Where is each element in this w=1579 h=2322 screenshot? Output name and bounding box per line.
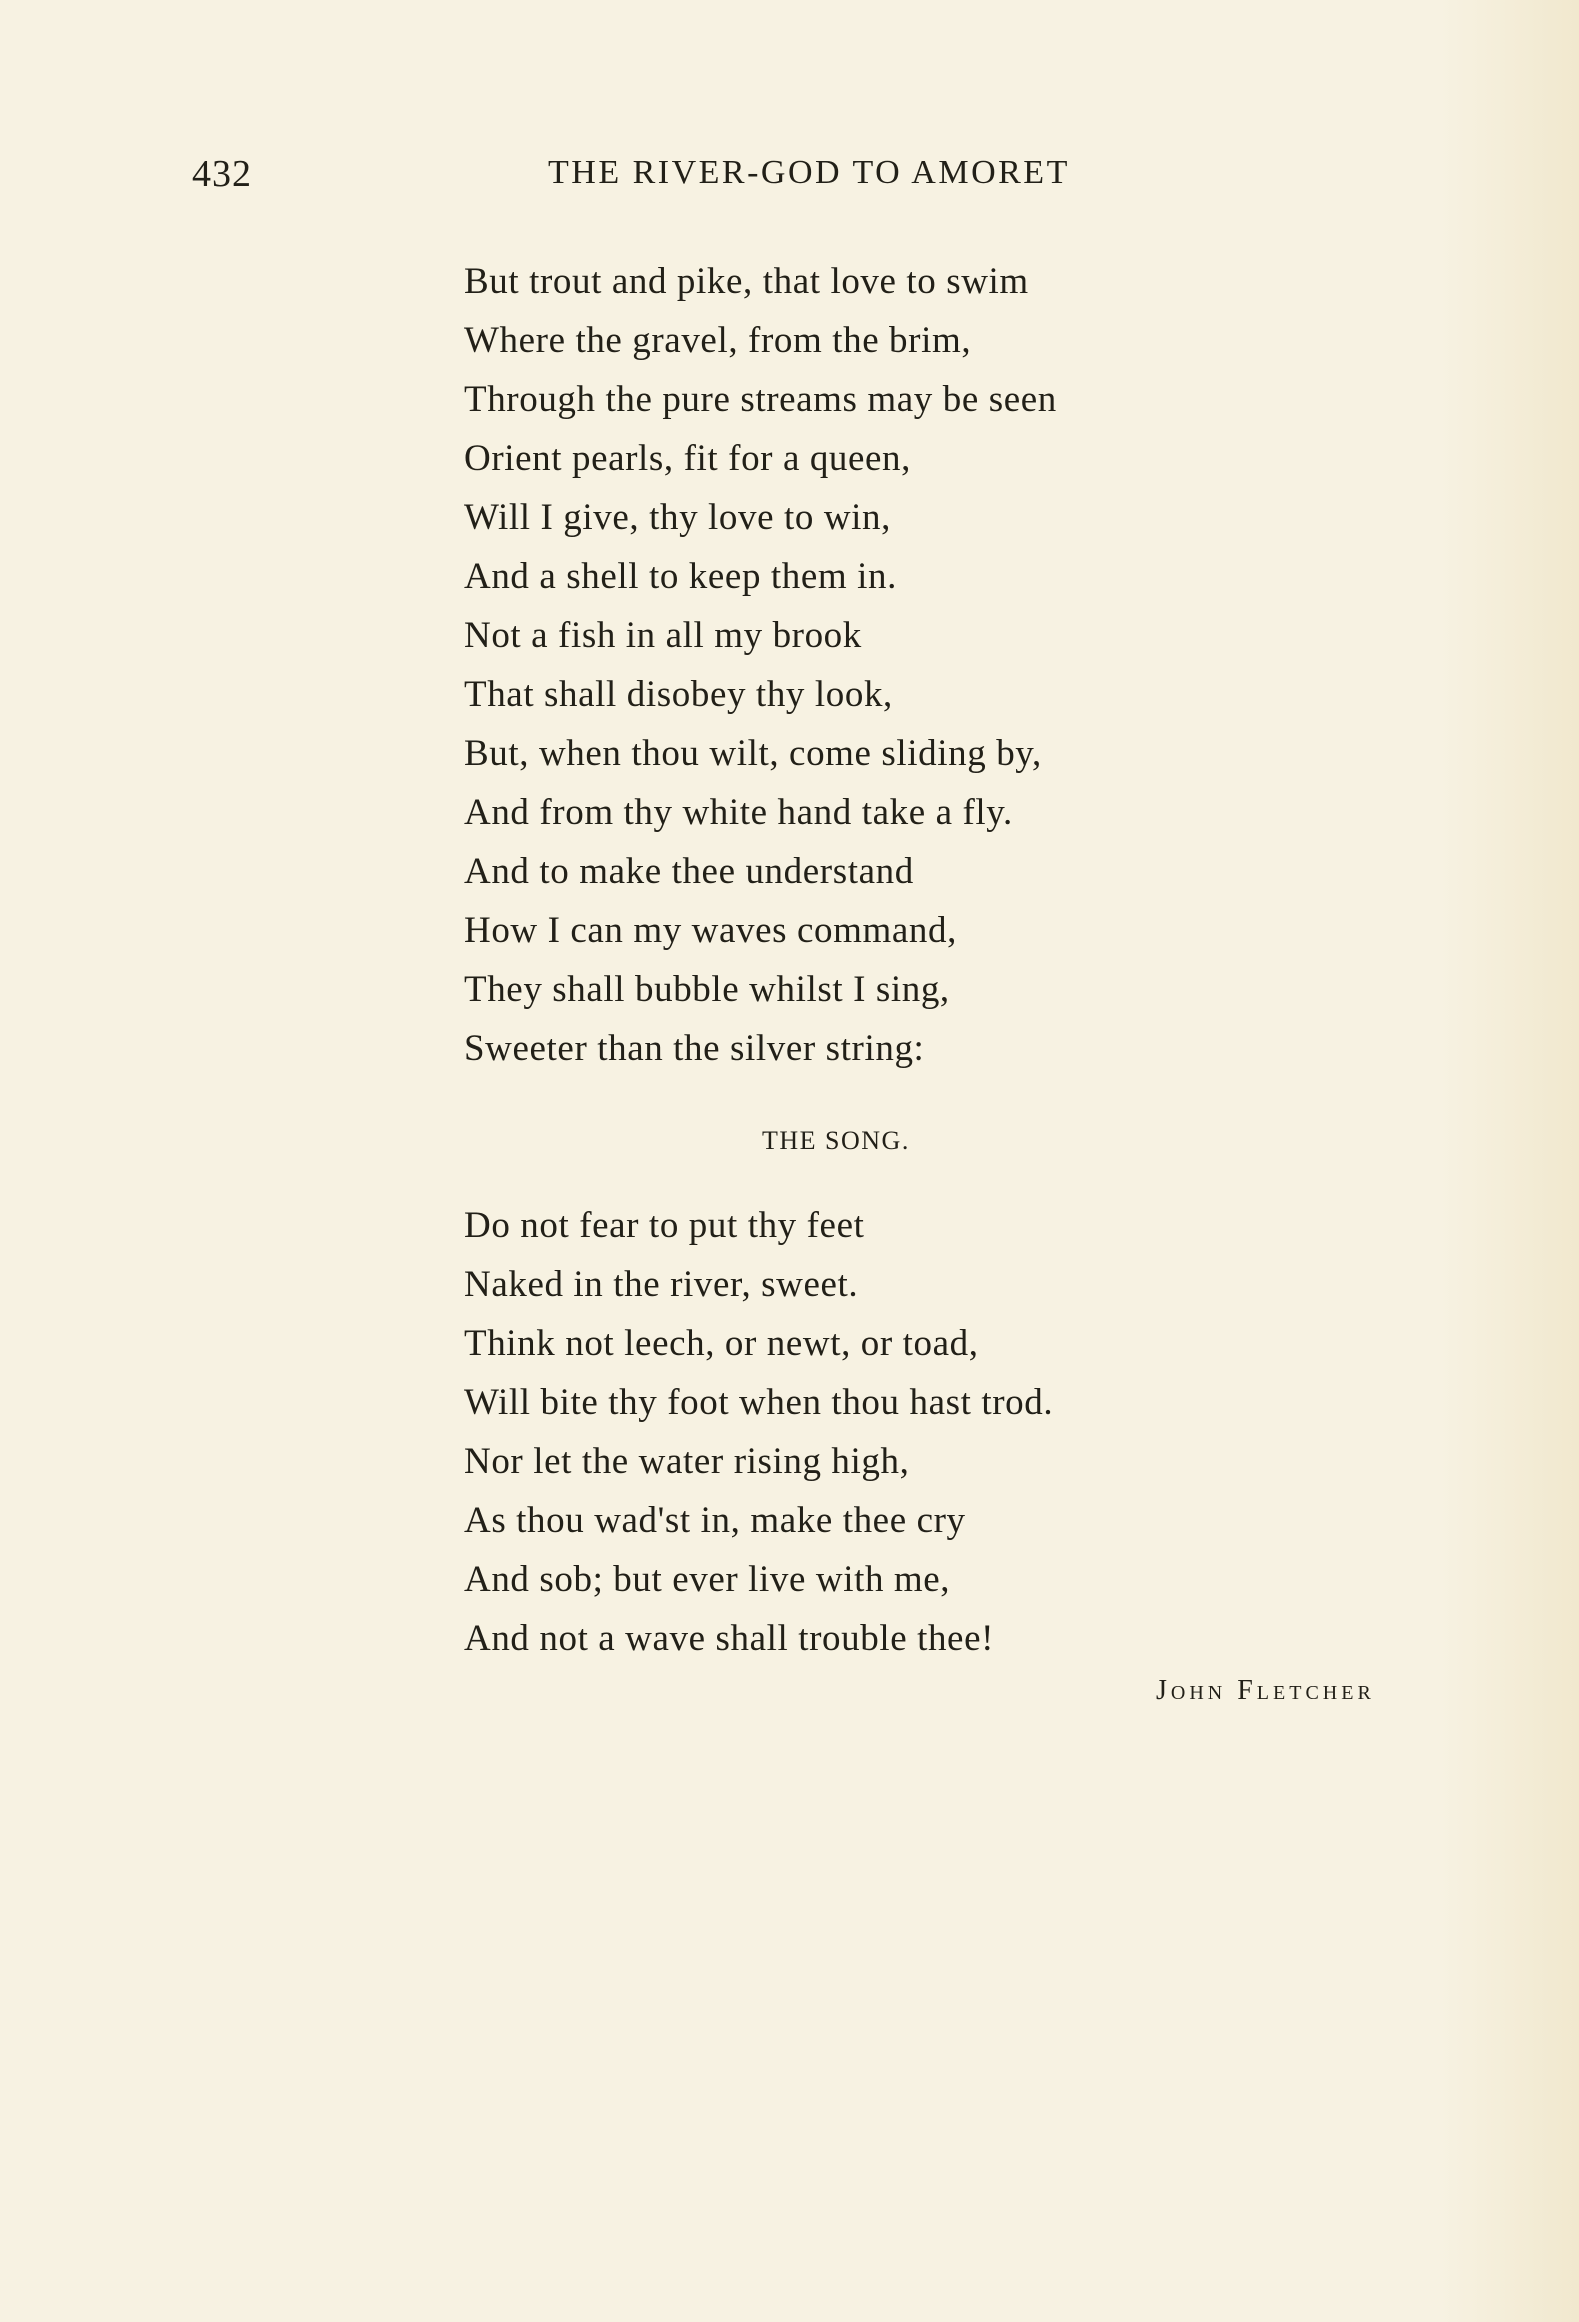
verse-line: And sob; but ever live with me,	[464, 1559, 951, 1600]
author-signature: John Fletcher	[1156, 1675, 1375, 1706]
page-number: 432	[192, 153, 252, 195]
stanza-1	[464, 252, 1364, 1078]
verse-line: And not a wave shall trouble thee!	[464, 1618, 995, 1659]
song-heading: THE SONG.	[762, 1126, 910, 1155]
verse-line: They shall bubble whilst I sing,	[464, 969, 950, 1010]
verse-line: And from thy white hand take a fly.	[464, 792, 1013, 833]
verse-line: Will bite thy foot when thou hast trod.	[464, 1382, 1054, 1423]
verse-line: How I can my waves command,	[464, 910, 957, 951]
verse-line: And a shell to keep them in.	[464, 556, 897, 597]
verse-line: But trout and pike, that love to swim	[464, 261, 1029, 302]
verse-line: Think not leech, or newt, or toad,	[464, 1323, 979, 1364]
verse-line: Do not fear to put thy feet	[464, 1205, 865, 1246]
page-header	[0, 152, 1579, 202]
page-edge-shading	[1439, 0, 1579, 2322]
verse-line: Sweeter than the silver string:	[464, 1028, 925, 1069]
verse-line: As thou wad'st in, make thee cry	[464, 1500, 966, 1541]
verse-line: Not a fish in all my brook	[464, 615, 862, 656]
verse-line: Through the pure streams may be seen	[464, 379, 1057, 420]
verse-line: Naked in the river, sweet.	[464, 1264, 859, 1305]
verse-line: Nor let the water rising high,	[464, 1441, 910, 1482]
verse-line: And to make thee understand	[464, 851, 914, 892]
verse-line: But, when thou wilt, come sliding by,	[464, 733, 1042, 774]
verse-line: Where the gravel, from the brim,	[464, 320, 972, 361]
running-title: THE RIVER-GOD TO AMORET	[548, 154, 1070, 191]
stanza-2	[464, 1196, 1364, 1668]
verse-line: That shall disobey thy look,	[464, 674, 893, 715]
verse-line: Orient pearls, fit for a queen,	[464, 438, 912, 479]
verse-line: Will I give, thy love to win,	[464, 497, 891, 538]
